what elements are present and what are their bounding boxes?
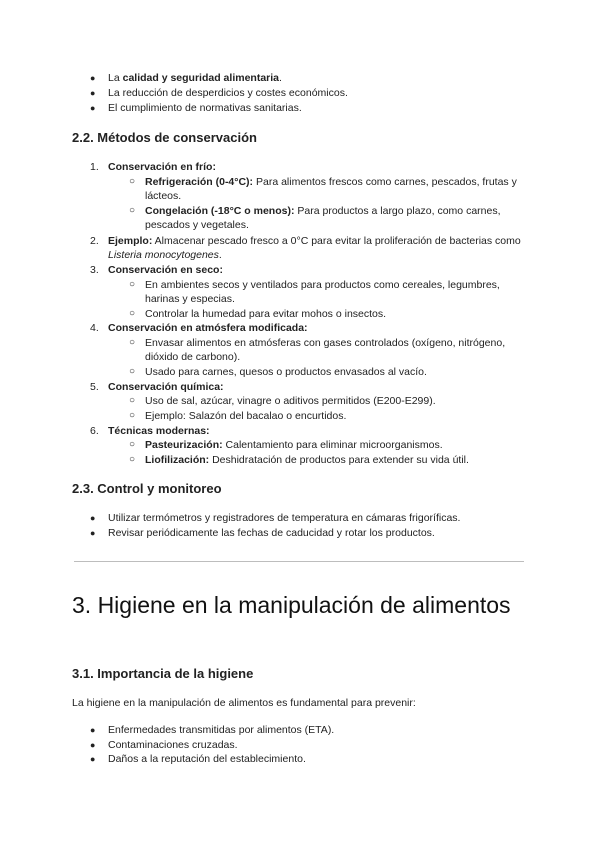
sub-item: [129, 394, 530, 408]
sub-item-text: Para productos a largo plazo, como carnes, pescados y vegetales.: [145, 205, 501, 231]
circle-bullet-icon: ○: [129, 395, 136, 406]
bullet-icon: ●: [90, 513, 96, 523]
numbered-item: [90, 160, 538, 174]
list-item-text: La: [108, 72, 123, 84]
circle-bullet-icon: ○: [129, 337, 136, 348]
bullet-icon: ●: [90, 528, 96, 538]
sub-item: [129, 409, 530, 423]
sub-item: [129, 278, 530, 306]
list-item-text: .: [279, 72, 282, 84]
list-item: [90, 86, 538, 100]
sub-item-label: Refrigeración (0-4°C):: [145, 176, 254, 188]
list-item-text: Contaminaciones cruzadas.: [108, 739, 238, 751]
item-label: Conservación en frío:: [108, 161, 216, 173]
circle-bullet-icon: ○: [129, 366, 136, 377]
circle-bullet-icon: ○: [129, 410, 136, 421]
item-label: Conservación en atmósfera modificada:: [108, 322, 308, 334]
chapter-heading: 3. Higiene en la manipulación de alimentos: [72, 592, 511, 618]
list-item-text: Revisar periódicamente las fechas de caducidad y rotar los productos.: [108, 527, 435, 539]
list-item: [90, 738, 538, 752]
circle-bullet-icon: ○: [129, 308, 136, 319]
circle-bullet-icon: ○: [129, 279, 136, 290]
bullet-icon: ●: [90, 103, 96, 113]
sub-item: [129, 453, 530, 467]
sub-item-text: Uso de sal, azúcar, vinagre o aditivos permitidos (E200-E299).: [145, 395, 436, 407]
numbered-item: [90, 424, 538, 438]
circle-bullet-icon: ○: [129, 176, 136, 187]
list-item: [90, 752, 538, 766]
item-text: Almacenar pescado fresco a 0°C para evitar la proliferación de bacterias como: [152, 235, 521, 247]
list-item-text: La reducción de desperdicios y costes económicos.: [108, 87, 348, 99]
list-item: [90, 723, 538, 737]
item-number: 2.: [90, 235, 99, 247]
sub-item-label: Liofilización:: [145, 454, 210, 466]
list-item: [90, 511, 538, 525]
item-number: 1.: [90, 161, 99, 173]
bullet-icon: ●: [90, 725, 96, 735]
list-item: [90, 101, 538, 115]
section-heading: 2.3. Control y monitoreo: [72, 481, 222, 496]
item-number: 5.: [90, 381, 99, 393]
sub-item: [129, 204, 530, 232]
item-number: 4.: [90, 322, 99, 334]
sub-item-text: Ejemplo: Salazón del bacalao o encurtidos.: [145, 410, 347, 422]
numbered-item: [90, 263, 538, 277]
sub-item-label: Pasteurización:: [145, 439, 223, 451]
bullet-icon: ●: [90, 740, 96, 750]
sub-item-label: Congelación (-18°C o menos):: [145, 205, 295, 217]
list-item: [90, 71, 538, 85]
circle-bullet-icon: ○: [129, 439, 136, 450]
sub-item: [129, 307, 530, 321]
sub-item-text: Para alimentos frescos como carnes, pescados, frutas y lácteos.: [145, 176, 517, 202]
sub-item: [129, 336, 530, 364]
list-item-bold: calidad y seguridad alimentaria: [122, 72, 280, 84]
list-item-text: El cumplimiento de normativas sanitarias.: [108, 102, 302, 114]
item-text: .: [218, 249, 222, 261]
list-item-text: Utilizar termómetros y registradores de temperatura en cámaras frigoríficas.: [108, 512, 461, 524]
item-label: Conservación química:: [108, 381, 224, 393]
list-item: [90, 526, 538, 540]
numbered-item: [90, 234, 538, 262]
item-italic: Listeria monocytogenes: [108, 249, 219, 261]
list-item-text: Daños a la reputación del establecimiento.: [108, 753, 306, 765]
circle-bullet-icon: ○: [129, 205, 136, 216]
sub-item-text: Calentamiento para eliminar microorganismos.: [222, 439, 443, 451]
sub-item: [129, 438, 530, 452]
numbered-item: [90, 380, 538, 394]
paragraph: La higiene en la manipulación de alimentos es fundamental para prevenir:: [72, 697, 416, 709]
item-label: Técnicas modernas:: [108, 425, 210, 437]
list-item-text: Enfermedades transmitidas por alimentos (ETA).: [108, 724, 335, 736]
sub-item: [129, 175, 530, 203]
item-number: 3.: [90, 264, 99, 276]
section-heading: 3.1. Importancia de la higiene: [72, 666, 254, 681]
sub-item-text: Envasar alimentos en atmósferas con gases controlados (oxígeno, nitrógeno, dióxido de carbono).: [145, 337, 506, 363]
numbered-item: [90, 321, 538, 335]
sub-item-text: Usado para carnes, quesos o productos envasados al vacío.: [145, 366, 427, 378]
item-label: Conservación en seco:: [108, 264, 223, 276]
sub-item-text: Deshidratación de productos para extender su vida útil.: [209, 454, 469, 466]
bullet-icon: ●: [90, 73, 96, 83]
item-label: Ejemplo:: [108, 235, 153, 247]
sub-item-text: En ambientes secos y ventilados para productos como cereales, legumbres, harinas y especias.: [145, 279, 500, 305]
horizontal-divider: [74, 561, 524, 562]
bullet-icon: ●: [90, 88, 96, 98]
sub-item: [129, 365, 530, 379]
item-number: 6.: [90, 425, 99, 437]
sub-item-text: Controlar la humedad para evitar mohos o insectos.: [145, 308, 387, 320]
bullet-icon: ●: [90, 754, 96, 764]
section-heading: 2.2. Métodos de conservación: [72, 130, 257, 145]
circle-bullet-icon: ○: [129, 454, 136, 465]
